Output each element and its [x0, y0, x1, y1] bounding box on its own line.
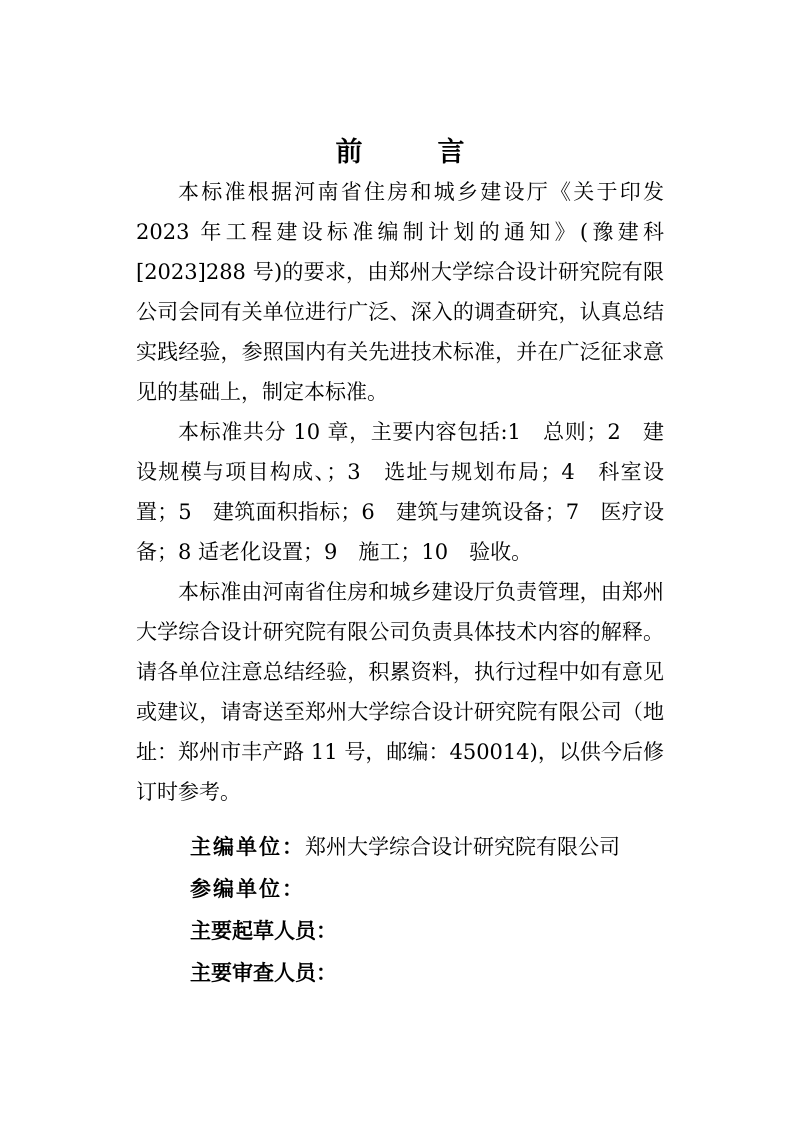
paragraph-management: 本标准由河南省住房和城乡建设厅负责管理，由郑州大学综合设计研究院有限公司负责具体技术内容的解释。请各单位注意总结经验，积累资料，执行过程中如有意见或建议，请寄送至郑州大学综合设计研究院有限公司（地址：郑州市丰产路 11 号，邮编：450014)，以供今后修订时参考。: [136, 580, 664, 804]
paragraph-basis: 本标准根据河南省住房和城乡建设厅《关于印发 2023 年工程建设标准编制计划的通知》(豫建科[2023]288 号)的要求，由郑州大学综合设计研究院有限公司会同有关单位进行广泛、深入的调查研究，认真总结实践经验，参照国内有关先进技术标准，并在广泛征求意见的基础上，制定本标准。: [136, 180, 664, 404]
chief-editor-value: 郑州大学综合设计研究院有限公司: [305, 835, 620, 859]
participating-editor-row: [190, 868, 670, 910]
reviewers-row: [190, 952, 670, 994]
chief-editor-row: [190, 826, 670, 868]
editors-block: [190, 826, 670, 994]
reviewers-label: 主要审查人员：: [190, 961, 337, 985]
page-title: 前 言: [335, 137, 489, 168]
drafters-row: [190, 910, 670, 952]
preface-body: [136, 172, 664, 812]
paragraph-contents: 本标准共分 10 章，主要内容包括:1 总则；2 建设规模与项目构成、；3 选址与规划布局；4 科室设置；5 建筑面积指标；6 建筑与建筑设备；7 医疗设备；8 适老化设置；9 施工；10 验收。: [136, 420, 664, 564]
chief-editor-label: 主编单位：: [190, 835, 305, 859]
drafters-label: 主要起草人员：: [190, 919, 337, 943]
participating-editor-label: 参编单位：: [190, 877, 305, 901]
